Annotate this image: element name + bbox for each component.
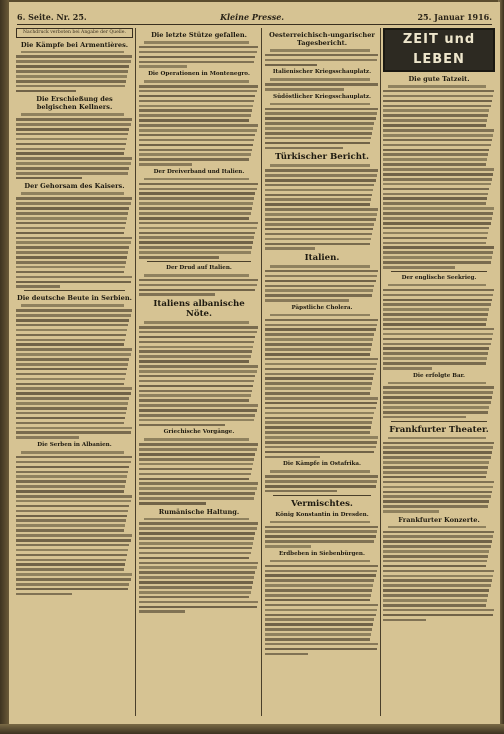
- headline: Italien.: [304, 252, 340, 263]
- article-body: [383, 437, 495, 513]
- headline: Die Erschießung des belgischen Kellners.: [36, 95, 113, 112]
- headline: Die deutsche Beute in Serbien.: [17, 294, 132, 303]
- feuilleton-logo: ZEIT und LEBEN: [383, 28, 495, 72]
- headline: Oesterreichisch-ungarischer Tagesbericht.: [269, 31, 375, 47]
- headline: Der Gehorsam des Kaisers.: [24, 182, 125, 191]
- headline: Frankfurter Theater.: [389, 424, 489, 435]
- newspaper-page: [9, 2, 500, 726]
- headline: Die Kämpfe in Ostafrika.: [282, 461, 361, 468]
- article-body: [265, 521, 379, 548]
- headline: Vermischtes.: [291, 498, 353, 509]
- headline: Die letzte Stütze gefallen.: [151, 31, 247, 39]
- page-bottom-shadow: [0, 724, 504, 734]
- divider: [391, 421, 487, 422]
- column-rule: [135, 28, 136, 716]
- article-body: [139, 80, 259, 166]
- headline: Erdbeben in Siebenbürgen.: [279, 550, 365, 557]
- column-rule: [261, 28, 262, 716]
- article-body: [383, 526, 495, 622]
- article-body: [265, 470, 379, 492]
- binding-gutter-left: [0, 0, 9, 734]
- article-body: [139, 178, 259, 259]
- headline: Der Drud auf Italien.: [166, 264, 232, 271]
- article-body: [16, 51, 133, 93]
- article-body: [16, 113, 133, 179]
- column-1: [16, 28, 133, 716]
- headline: Griechische Vorgänge.: [163, 429, 235, 436]
- column-rule: [380, 28, 381, 716]
- article-body: [265, 164, 379, 250]
- article-body: [139, 438, 259, 504]
- headline: Der Dreiverband und Italien.: [153, 168, 245, 175]
- article-body: [16, 192, 133, 288]
- reprint-note: Nachdruck verboten bei Angabe der Quelle.: [16, 28, 133, 38]
- article-body: [139, 321, 259, 426]
- page-label: 6. Seite. Nr. 25.: [17, 12, 87, 22]
- divider: [147, 261, 251, 262]
- article-body: [16, 451, 133, 595]
- article-body: [265, 265, 379, 302]
- paper-name: Kleine Presse.: [220, 12, 285, 22]
- divider: [273, 495, 371, 496]
- issue-date: 25. Januar 1916.: [417, 12, 492, 22]
- headline: Rumänische Haltung.: [158, 507, 240, 516]
- article-body: [16, 304, 133, 439]
- article-body: [383, 382, 495, 419]
- headline: Die Serben in Albanien.: [37, 441, 112, 448]
- headline: Italiens albanische Nöte.: [153, 299, 245, 320]
- headline: Südöstlicher Kriegsschauplatz.: [273, 93, 371, 100]
- article-body: [265, 103, 379, 150]
- headline: Die Kämpfe bei Armentières.: [20, 40, 129, 49]
- column-3: [265, 28, 379, 716]
- article-body: [139, 518, 259, 614]
- page-header: [17, 10, 492, 25]
- article-body: [139, 274, 259, 296]
- article-body: [265, 49, 379, 66]
- article-body: [383, 284, 495, 370]
- column-4: [383, 28, 495, 716]
- headline: Die Operationen in Montenegro.: [148, 71, 250, 78]
- headline: Türkischer Bericht.: [275, 152, 369, 163]
- divider: [391, 271, 487, 272]
- article-body: [265, 560, 379, 656]
- article-body: [139, 41, 259, 68]
- headline: Die gute Tatzeit.: [408, 75, 470, 83]
- headline: König Konstantin in Dresden.: [275, 511, 369, 518]
- article-body: [265, 78, 379, 90]
- headline: Päpstliche Cholera.: [291, 304, 353, 311]
- article-body: [265, 314, 379, 458]
- headline: Der englische Seekrieg.: [401, 274, 477, 281]
- column-2: [139, 28, 259, 716]
- article-body: [383, 85, 495, 269]
- headline: Frankfurter Konzerte.: [398, 515, 480, 524]
- headline: Italienischer Kriegsschauplatz.: [272, 69, 372, 76]
- headline: Die erfolgte Bar.: [413, 372, 465, 379]
- divider: [24, 290, 125, 291]
